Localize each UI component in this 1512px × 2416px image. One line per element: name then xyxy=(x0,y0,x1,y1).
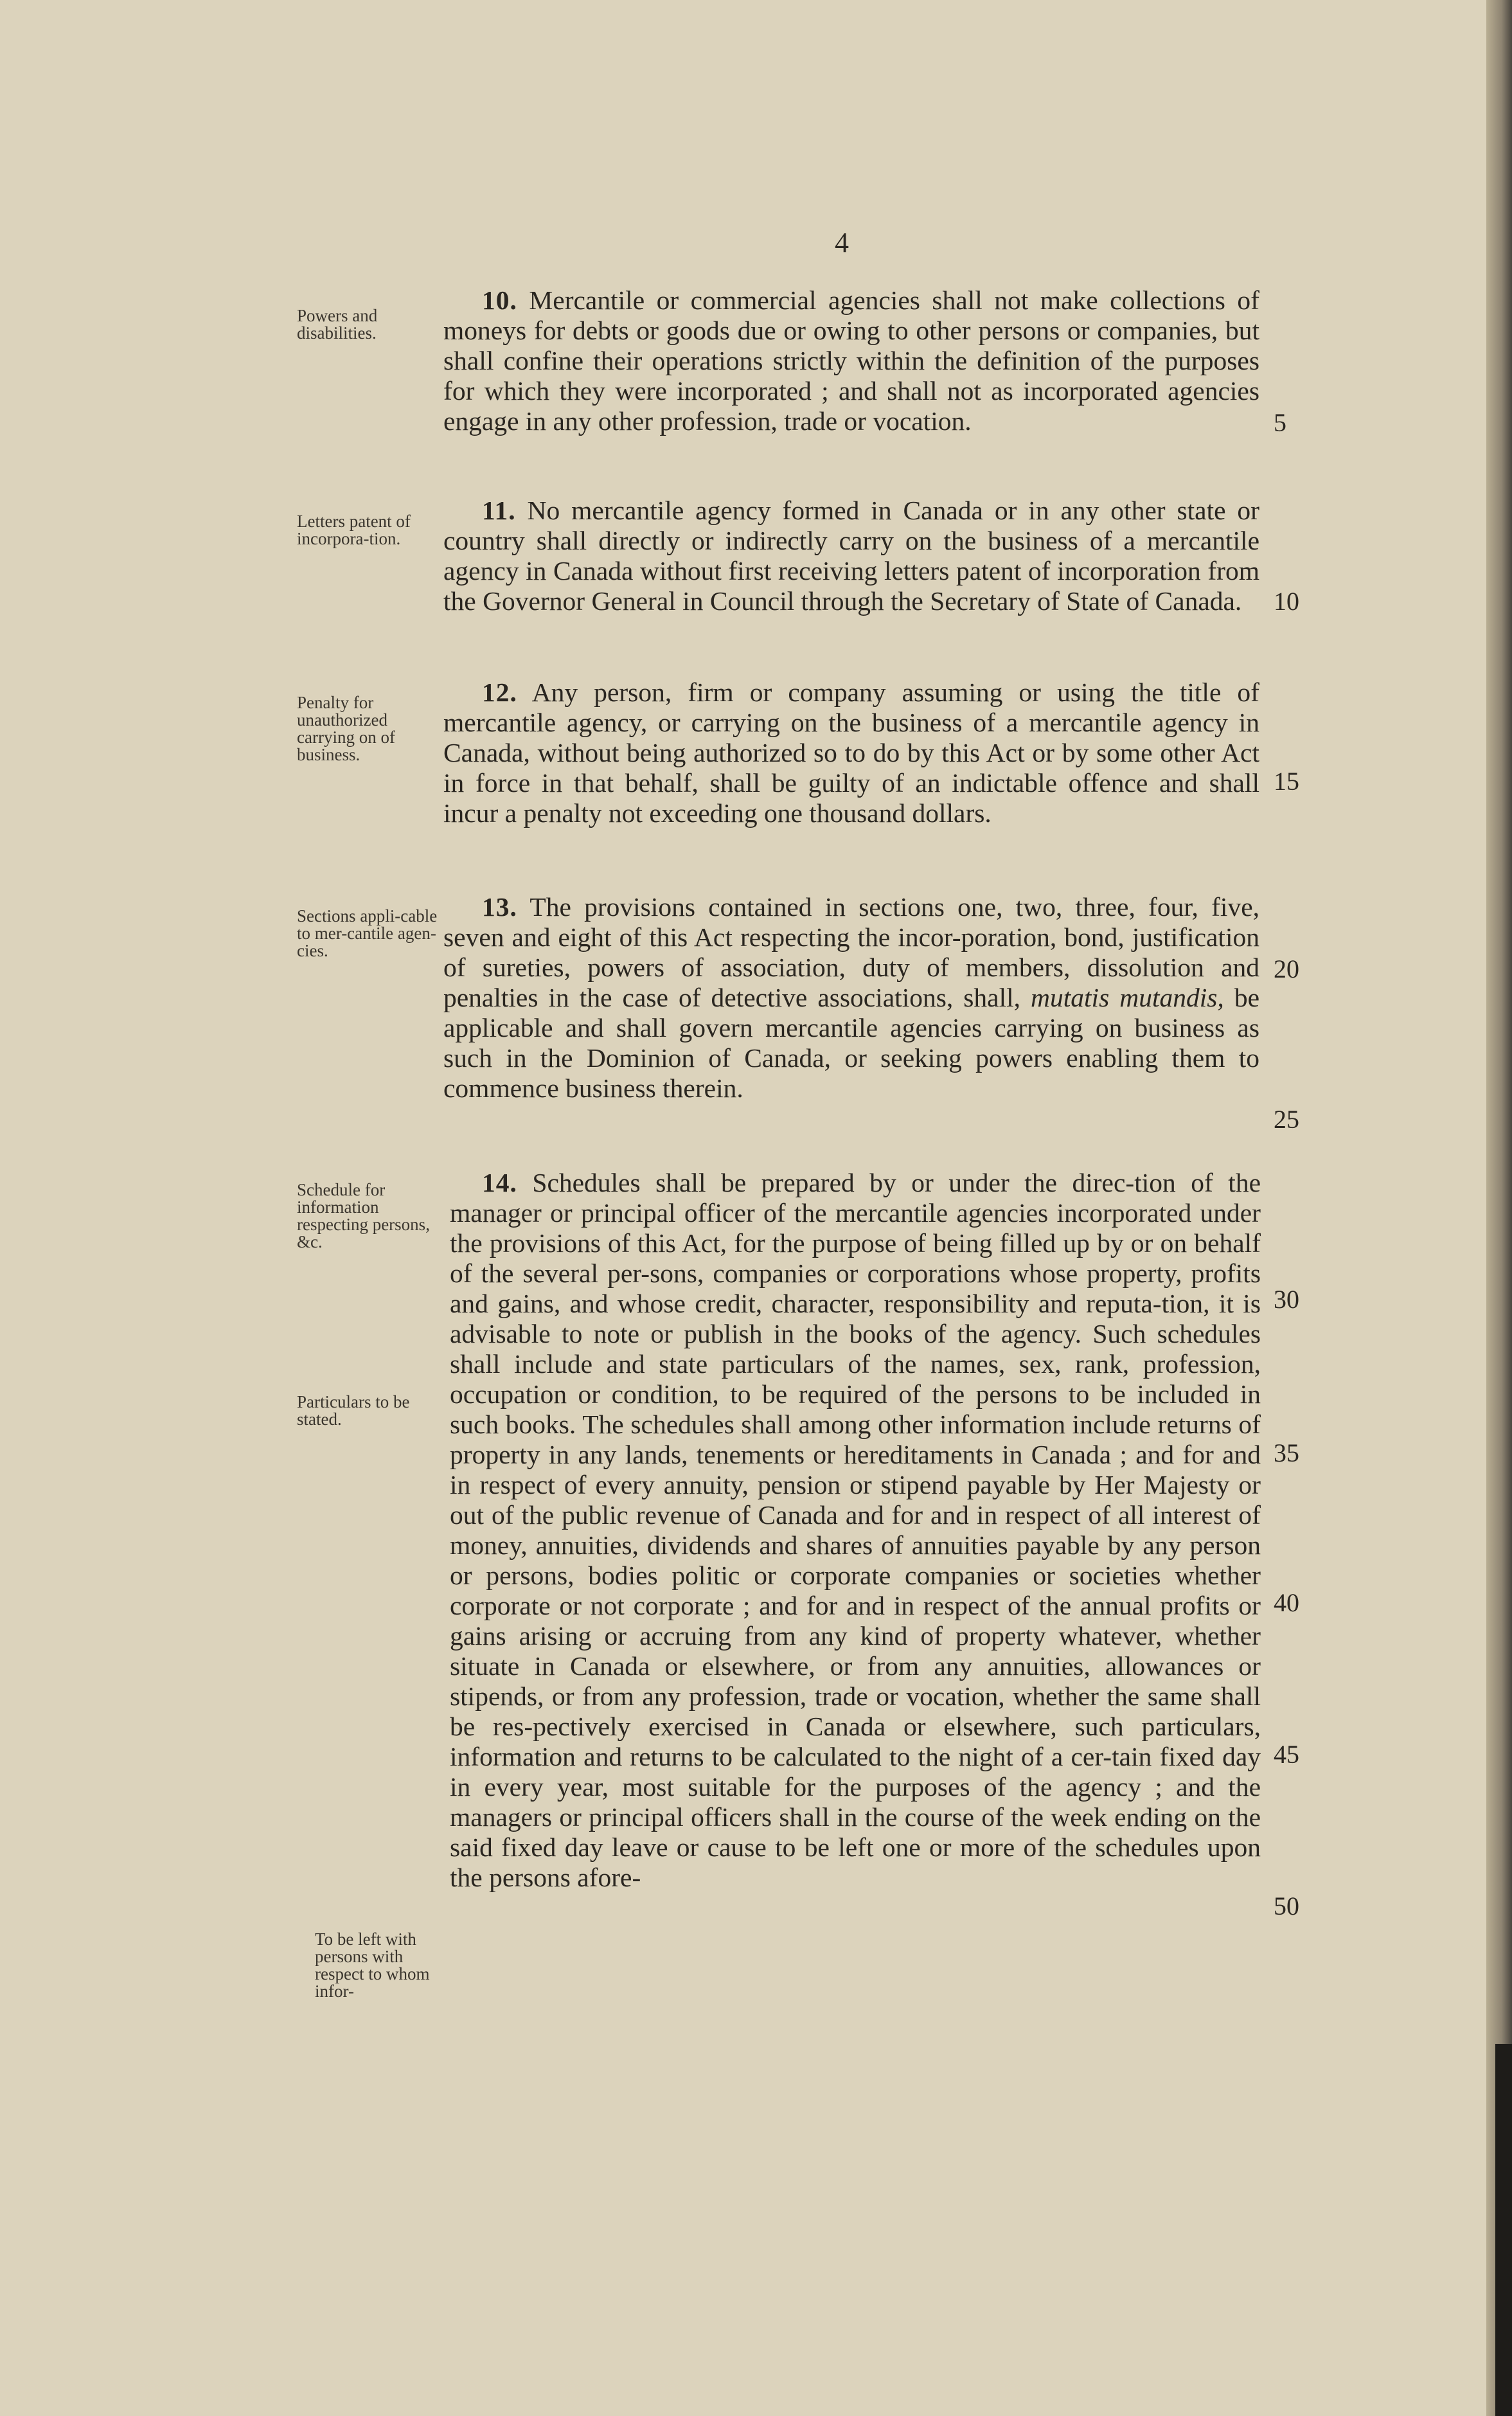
section-14 xyxy=(450,1168,1261,1893)
section-text: Schedules shall be prepared by or under the direc-tion of the manager or principal officer of the mercantile agencies incorporated under the provisions of this Act, for the purpose of being filled up by or on behalf of the several per-sons, companies or corporations whose property, profits and gains, and whose credit, character, responsibility and reputa-tion, it is advisable to note or publish in the books of the agency. Such schedules shall include and state particulars of the names, sex, rank, profession, occupation or condition, to be required of the persons to be included in such books. The schedules shall among other information include returns of property in any lands, tenements or hereditaments in Canada ; and for and in respect of every annuity, pension or stipend payable by Her Majesty or out of the public revenue of Canada and for and in respect of all interest of money, annuities, dividends and shares of annuities payable by any person or persons, bodies politic or corporate companies or societies whether corporate or not corporate ; and for and in respect of the annual profits or gains arising or accruing from any kind of property whatever, whether situate in Canada or elsewhere, or from any annuities, allowances or stipends, or from any profession, trade or vocation, whether the same shall be res-pectively exercised in Canada or elsewhere, such particulars, information and returns to be calculated to the night of a cer-tain fixed day in every year, most suitable for the purposes of the agency ; and the managers or principal officers shall in the course of the week ending on the said fixed day leave or cause to be left one or more of the schedules upon the persons afore- xyxy=(450,1168,1261,1892)
margin-note-powers: Powers and disabilities. xyxy=(297,306,378,343)
book-spine-dark-edge xyxy=(1495,2044,1512,2416)
line-number-40: 40 xyxy=(1274,1588,1299,1617)
line-number-50: 50 xyxy=(1274,1892,1299,1920)
section-10 xyxy=(443,285,1259,436)
section-text-part-2: be applicable and shall govern mercantile agencies carrying on business as such in the Dominion of Canada, or seeking powers enabling them to commence business therein. xyxy=(443,983,1259,1103)
section-number: 12. xyxy=(482,677,517,707)
section-text-part-1: The provisions contained in sections one, two, three, four, five, seven and eight of this Act respecting the incor-poration, bond, justification of sureties, powers of association, duty of members, dissolution and penalties in the case of detective associations, shall, xyxy=(443,892,1259,1012)
section-text: Mercantile or commercial agencies shall not make collections of moneys for debts or goods due or owing to other persons or companies, but shall confine their operations strictly within the definition of the purposes for which they were incorporated ; and shall not as incorporated agencies engage in any other profession, trade or vocation. xyxy=(443,285,1259,436)
section-number: 11. xyxy=(482,496,516,525)
page-number: 4 xyxy=(835,227,849,258)
section-number: 14. xyxy=(482,1168,517,1197)
line-number-5: 5 xyxy=(1274,408,1286,437)
margin-note-schedule: Schedule for information respecting persons, &c. xyxy=(297,1180,430,1251)
line-number-15: 15 xyxy=(1274,767,1299,796)
section-number: 13. xyxy=(482,892,517,922)
section-text-italic: mutatis mutandis, xyxy=(1031,983,1224,1012)
section-text: Any person, firm or company assuming or using the title of mercantile agency, or carrying on the business of a mercantile agency in Canada, without being authorized so to do by this Act or by some other Act in force in that behalf, shall be guilty of an indictable offence and shall incur a penalty not exceeding one thousand dollars. xyxy=(443,677,1259,828)
line-number-10: 10 xyxy=(1274,587,1299,616)
margin-note-sections-applicable: Sections appli-cable to mer-cantile agen-cies. xyxy=(297,906,438,960)
section-12 xyxy=(443,677,1259,828)
line-number-30: 30 xyxy=(1274,1285,1299,1314)
line-number-20: 20 xyxy=(1274,954,1299,983)
section-number: 10. xyxy=(482,285,517,315)
margin-note-penalty: Penalty for unauthorized carrying on of business. xyxy=(297,693,395,764)
margin-note-to-be-left: To be left with persons with respect to whom infor- xyxy=(315,1929,430,2001)
section-11 xyxy=(443,496,1259,616)
section-13 xyxy=(443,892,1259,1104)
margin-note-letters-patent: Letters patent of incorpora-tion. xyxy=(297,512,411,548)
margin-note-particulars: Particulars to be stated. xyxy=(297,1392,410,1429)
line-number-45: 45 xyxy=(1274,1740,1299,1769)
line-number-35: 35 xyxy=(1274,1438,1299,1467)
line-number-25: 25 xyxy=(1274,1105,1299,1134)
section-text: No mercantile agency formed in Canada or in any other state or country shall directly or indirectly carry on the business of a mercantile agency in Canada without first receiving letters patent of incorporation from the Governor General in Council through the Secretary of State of Canada. xyxy=(443,496,1259,616)
